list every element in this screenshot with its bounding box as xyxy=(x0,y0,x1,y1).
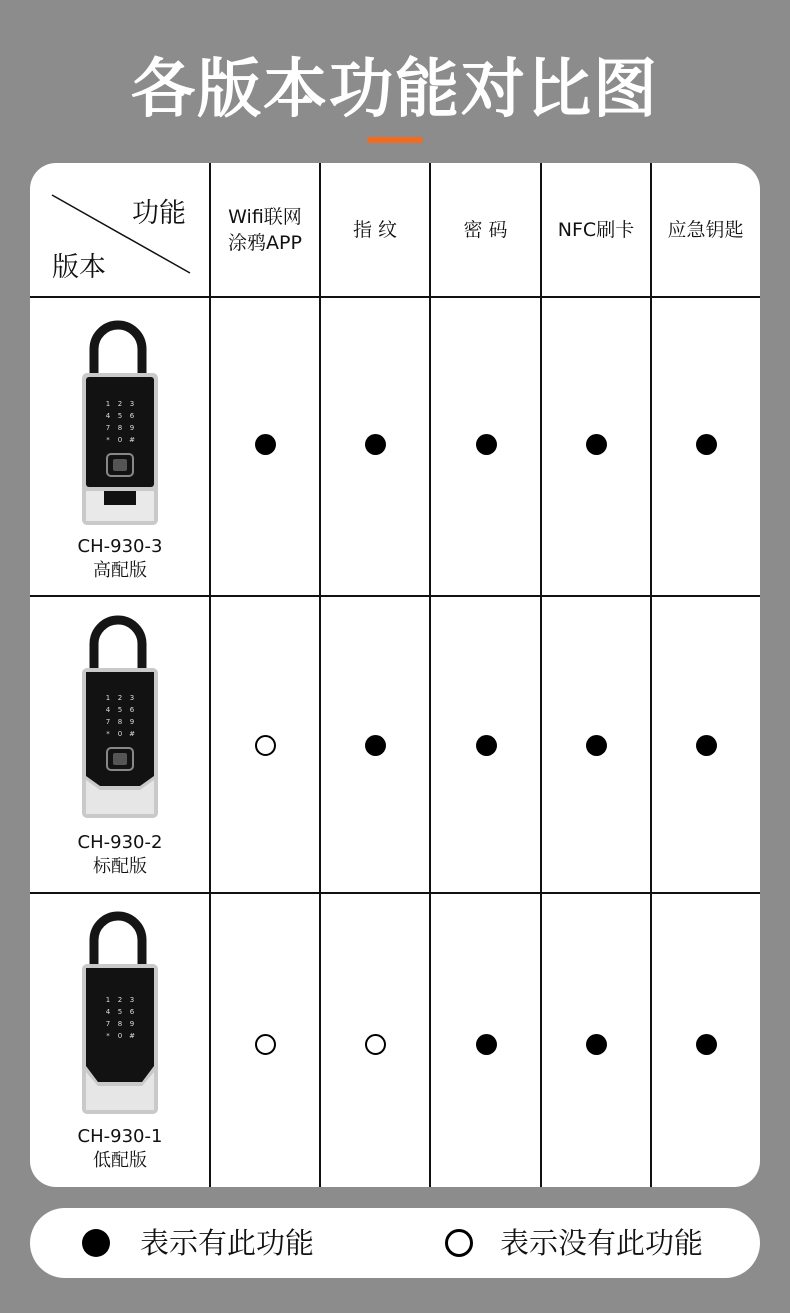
svg-text:8: 8 xyxy=(117,718,123,726)
filled-circle-icon xyxy=(586,735,607,756)
svg-text:1: 1 xyxy=(105,694,111,702)
svg-text:7: 7 xyxy=(105,424,111,432)
svg-text:1: 1 xyxy=(105,996,111,1004)
svg-text:3: 3 xyxy=(129,400,135,408)
svg-text:2: 2 xyxy=(117,996,123,1004)
hollow-circle-icon xyxy=(445,1229,473,1257)
svg-text:4: 4 xyxy=(105,1008,111,1016)
filled-circle-icon xyxy=(696,434,717,455)
fingerprint-card-lock-icon xyxy=(80,315,160,527)
svg-text:8: 8 xyxy=(117,424,123,432)
svg-text:0: 0 xyxy=(117,1032,123,1040)
svg-text:8: 8 xyxy=(117,1020,123,1028)
filled-circle-icon xyxy=(365,735,386,756)
svg-text:#: # xyxy=(129,730,135,738)
legend-not-has-label: 表示没有此功能 xyxy=(500,1226,704,1260)
filled-circle-icon xyxy=(586,434,607,455)
svg-text:9: 9 xyxy=(129,1020,135,1028)
svg-text:6: 6 xyxy=(129,706,135,714)
svg-text:4: 4 xyxy=(105,412,111,420)
svg-text:3: 3 xyxy=(129,694,135,702)
comparison-table xyxy=(30,163,760,1187)
svg-text:*: * xyxy=(106,730,110,738)
svg-text:2: 2 xyxy=(117,694,123,702)
header-wifi-app: Wifi联网 涂鸦APP xyxy=(228,206,302,254)
keypad-lock-icon xyxy=(80,906,160,1116)
svg-text:5: 5 xyxy=(117,412,123,420)
svg-text:7: 7 xyxy=(105,1020,111,1028)
svg-text:6: 6 xyxy=(129,1008,135,1016)
svg-text:0: 0 xyxy=(117,436,123,444)
filled-circle-icon xyxy=(255,434,276,455)
filled-circle-icon xyxy=(476,434,497,455)
hollow-circle-icon xyxy=(255,735,276,756)
filled-circle-icon xyxy=(82,1229,110,1257)
svg-text:4: 4 xyxy=(105,706,111,714)
corner-version-label: 版本 xyxy=(52,252,106,283)
filled-circle-icon xyxy=(586,1034,607,1055)
svg-text:*: * xyxy=(106,1032,110,1040)
svg-text:#: # xyxy=(129,1032,135,1040)
svg-text:0: 0 xyxy=(117,730,123,738)
svg-text:1: 1 xyxy=(105,400,111,408)
legend-has-label: 表示有此功能 xyxy=(140,1226,315,1260)
svg-text:3: 3 xyxy=(129,996,135,1004)
page-title: 各版本功能对比图 xyxy=(131,53,659,127)
fingerprint-lock-icon xyxy=(80,610,160,820)
model-row-3: CH-930-1 低配版 xyxy=(77,1126,163,1171)
model-row-1: CH-930-3 高配版 xyxy=(77,536,163,581)
header-password: 密 码 xyxy=(463,219,508,241)
svg-text:2: 2 xyxy=(117,400,123,408)
filled-circle-icon xyxy=(476,1034,497,1055)
svg-text:9: 9 xyxy=(129,718,135,726)
svg-text:5: 5 xyxy=(117,1008,123,1016)
svg-text:#: # xyxy=(129,436,135,444)
filled-circle-icon xyxy=(696,735,717,756)
corner-function-label: 功能 xyxy=(132,198,186,229)
svg-text:6: 6 xyxy=(129,412,135,420)
filled-circle-icon xyxy=(696,1034,717,1055)
header-fingerprint: 指 纹 xyxy=(352,219,398,241)
header-emergency-key: 应急钥匙 xyxy=(667,219,744,241)
legend xyxy=(30,1208,760,1278)
filled-circle-icon xyxy=(476,735,497,756)
svg-text:7: 7 xyxy=(105,718,111,726)
hollow-circle-icon xyxy=(365,1034,386,1055)
svg-text:*: * xyxy=(106,436,110,444)
model-row-2: CH-930-2 标配版 xyxy=(77,832,163,877)
svg-text:9: 9 xyxy=(129,424,135,432)
svg-text:5: 5 xyxy=(117,706,123,714)
hollow-circle-icon xyxy=(255,1034,276,1055)
header-nfc-card: NFC刷卡 xyxy=(557,219,635,241)
title-underline xyxy=(367,137,423,143)
filled-circle-icon xyxy=(365,434,386,455)
